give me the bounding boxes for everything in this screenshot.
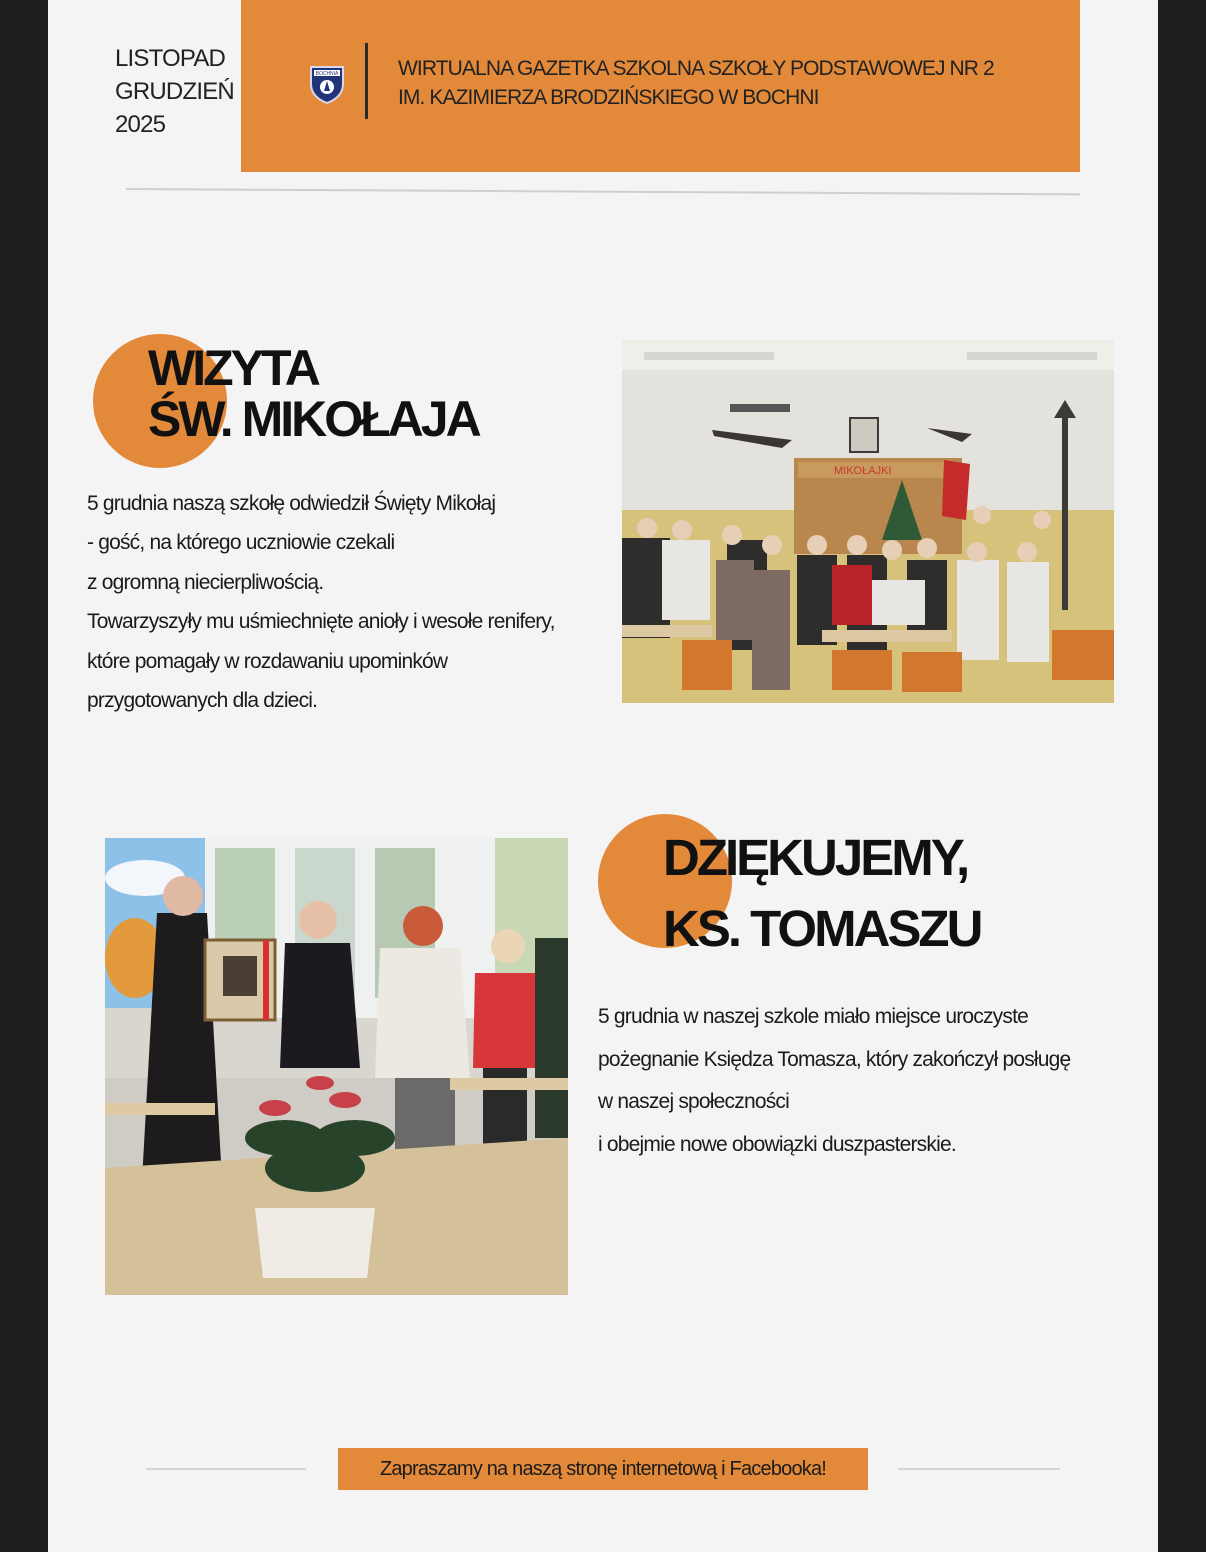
school-crest-icon bbox=[309, 64, 345, 104]
article-1-heading-line-1: WIZYTA bbox=[148, 340, 318, 396]
article-1-line-3: z ogromną niecierpliwością. bbox=[87, 570, 324, 594]
footer-cta: Zapraszamy na naszą stronę internetową i Facebooka! bbox=[338, 1448, 868, 1490]
issue-date bbox=[115, 42, 255, 141]
newsletter-title-line-2: IM. KAZIMIERZA BRODZIŃSKIEGO W BOCHNI bbox=[398, 86, 819, 109]
article-2-heading-line-2: KS. TOMASZU bbox=[663, 900, 981, 957]
newsletter-title bbox=[398, 54, 994, 112]
article-2-heading-line-1: DZIĘKUJEMY, bbox=[663, 829, 968, 886]
article-1-heading bbox=[148, 340, 479, 447]
classroom-group-photo bbox=[622, 340, 1114, 703]
article-2-line-1: 5 grudnia w naszej szkole miało miejsce uroczyste bbox=[598, 1005, 1028, 1028]
header-divider bbox=[126, 188, 1080, 195]
article-1-line-1: 5 grudnia naszą szkołę odwiedził Święty Mikołaj bbox=[87, 492, 496, 515]
footer-rule-left bbox=[146, 1468, 306, 1470]
farewell-group-photo bbox=[105, 838, 568, 1295]
issue-month-2: GRUDZIEŃ bbox=[115, 78, 234, 105]
article-1-heading-line-2: ŚW. MIKOŁAJA bbox=[148, 391, 479, 447]
article-2-line-4: i obejmie nowe obowiązki duszpasterskie. bbox=[598, 1132, 956, 1156]
article-1-body bbox=[87, 484, 555, 720]
crest-label: BOCHNIA bbox=[315, 71, 339, 77]
board-sign: MIKOŁAJKI bbox=[834, 465, 892, 477]
banner-divider bbox=[365, 43, 368, 119]
article-2-body bbox=[598, 996, 1070, 1166]
footer-rule-right bbox=[898, 1468, 1060, 1470]
article-1-line-5: które pomagały w rozdawaniu upominków bbox=[87, 649, 448, 673]
newsletter-title-line-1: WIRTUALNA GAZETKA SZKOLNA SZKOŁY PODSTAWOWEJ NR 2 bbox=[398, 57, 994, 80]
article-2-heading bbox=[663, 822, 980, 964]
issue-year: 2025 bbox=[115, 111, 166, 138]
article-1-line-2: - gość, na którego uczniowie czekali bbox=[87, 531, 395, 555]
issue-month-1: LISTOPAD bbox=[115, 45, 226, 72]
article-2-line-2: pożegnanie Księdza Tomasza, który zakończył posługę bbox=[598, 1047, 1071, 1071]
article-2-line-3: w naszej społeczności bbox=[598, 1090, 789, 1113]
article-1-line-6: przygotowanych dla dzieci. bbox=[87, 689, 318, 713]
header-banner bbox=[241, 0, 1080, 172]
article-1-line-4: Towarzyszyły mu uśmiechnięte anioły i wesołe renifery, bbox=[87, 610, 555, 634]
newsletter-page bbox=[48, 0, 1158, 1552]
